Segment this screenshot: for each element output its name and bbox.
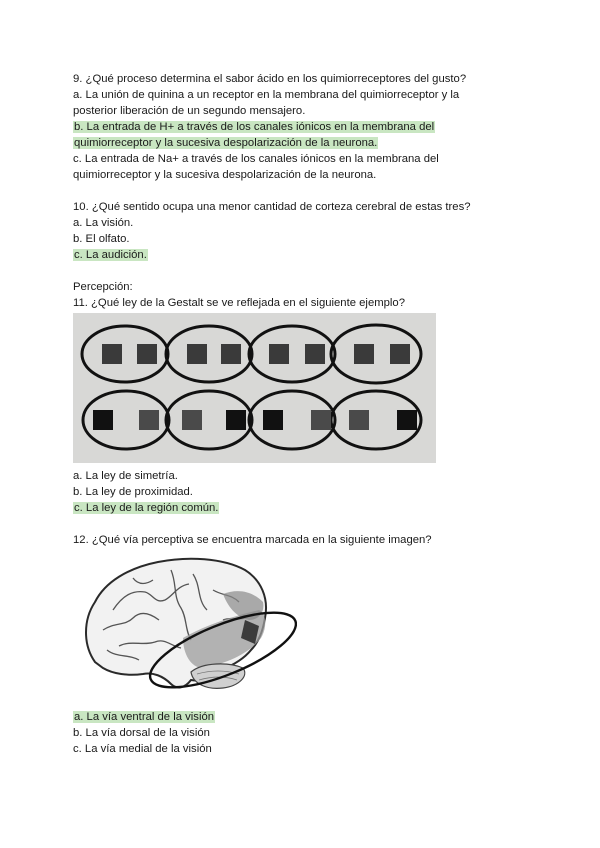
q10-option-c: c. La audición. bbox=[74, 249, 147, 261]
exam-page bbox=[73, 71, 543, 757]
q10-option-a: a. La visión. bbox=[73, 217, 134, 229]
q11-option-b: b. La ley de proximidad. bbox=[73, 486, 193, 498]
q10-option-b: b. El olfato. bbox=[73, 233, 130, 245]
q9-option-b-line1: b. La entrada de H+ a través de los canales iónicos en la membrana del bbox=[74, 121, 435, 133]
q9-option-a-line1: a. La unión de quinina a un receptor en la membrana del quimiorreceptor y la bbox=[73, 89, 460, 101]
question-9: 9. ¿Qué proceso determina el sabor ácido en los quimiorreceptores del gusto? bbox=[73, 73, 467, 85]
q9-option-c-line1: c. La entrada de Na+ a través de los canales iónicos en la membrana del bbox=[73, 153, 439, 165]
q9-option-a-line2: posterior liberación de un segundo mensajero. bbox=[73, 105, 306, 117]
brain-figure bbox=[73, 550, 297, 704]
section-heading: Percepción: bbox=[73, 281, 133, 293]
q12-option-b: b. La vía dorsal de la visión bbox=[73, 727, 210, 739]
q11-option-a: a. La ley de simetría. bbox=[73, 470, 178, 482]
q12-option-a: a. La vía ventral de la visión bbox=[74, 711, 215, 723]
q9-option-c-line2: quimiorreceptor y la sucesiva despolarización de la neurona. bbox=[73, 169, 377, 181]
q11-option-c: c. La ley de la región común. bbox=[74, 502, 219, 514]
q12-option-c: c. La vía medial de la visión bbox=[73, 743, 212, 755]
gestalt-figure bbox=[73, 313, 436, 463]
question-11: 11. ¿Qué ley de la Gestalt se ve reflejada en el siguiente ejemplo? bbox=[73, 297, 405, 309]
q9-option-b-line2: quimiorreceptor y la sucesiva despolarización de la neurona. bbox=[74, 137, 378, 149]
question-10: 10. ¿Qué sentido ocupa una menor cantidad de corteza cerebral de estas tres? bbox=[73, 201, 471, 213]
question-12: 12. ¿Qué vía perceptiva se encuentra marcada en la siguiente imagen? bbox=[73, 534, 432, 546]
